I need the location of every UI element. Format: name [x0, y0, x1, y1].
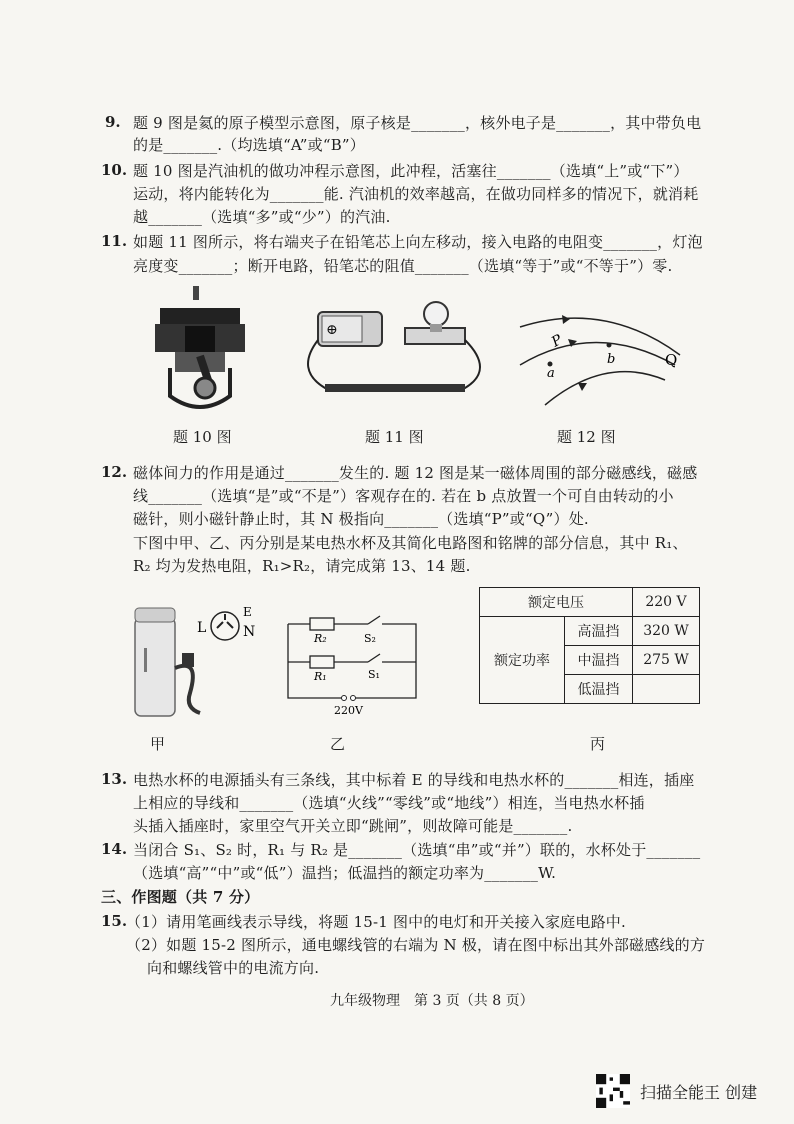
power-value	[633, 675, 700, 704]
s2-label: S₂	[364, 632, 376, 645]
q13-text-line1: 电热水杯的电源插头有三条线，其中标着 E 的导线和电热水杯的_______相连，插座	[133, 771, 695, 789]
q11-number: 11.	[101, 232, 128, 250]
field-lines-fig12	[515, 305, 690, 415]
kettle-photo	[130, 598, 205, 720]
fig10-caption: 题 10 图	[173, 428, 232, 446]
q12-text-line2: 线_______（选填“是”或“不是”）客观存在的. 若在 b 点放置一个可自由转动的小	[133, 487, 674, 505]
spec-table	[479, 587, 700, 704]
plug-n-label: N	[243, 624, 256, 640]
r1-label: R₁	[314, 670, 327, 683]
q10-text-line2: 运动，将内能转化为_______能. 汽油机的效率越高，在做功同样多的情况下，就消耗	[133, 185, 699, 203]
q10-text-line3: 越_______（选填“多”或“少”）的汽油.	[133, 208, 391, 226]
q12-text-line3: 磁针，则小磁针静止时，其 N 极指向_______（选填“P”或“Q”）处.	[133, 510, 589, 528]
q9-number: 9.	[105, 113, 121, 131]
q14-number: 14.	[101, 840, 128, 858]
scanner-watermark: 扫描全能王 创建	[640, 1083, 758, 1102]
q10-text-line1: 题 10 图是汽油机的做功冲程示意图，此冲程，活塞往_______（选填“上”或“下”）	[133, 162, 689, 180]
page-footer: 九年级物理 第 3 页（共 8 页）	[330, 993, 534, 1009]
q15-part2-line2: 向和螺线管中的电流方向.	[147, 959, 320, 977]
mode-label: 低温挡	[565, 675, 633, 704]
heater-circuit-diagram	[280, 610, 420, 720]
fig12-caption: 题 12 图	[557, 428, 616, 446]
point-b-label: b	[607, 352, 616, 367]
mode-label: 中温挡	[565, 646, 633, 675]
q15-part2-line1: （2）如题 15-2 图所示，通电螺线管的右端为 N 极，请在图中标出其外部磁感线的方	[126, 936, 706, 954]
q10-number: 10.	[101, 161, 128, 179]
q11-text-line2: 亮度变_______；断开电路，铅笔芯的阻值_______（选填“等于”或“不等于”）零.	[133, 257, 673, 275]
qr-code-icon	[596, 1074, 630, 1108]
power-value: 275 W	[633, 646, 700, 675]
fig11-caption: 题 11 图	[365, 428, 424, 446]
circuit-photo-fig11	[300, 300, 490, 410]
q12-number: 12.	[101, 463, 128, 481]
point-p-label: P	[549, 331, 566, 351]
q14-text-line1: 当闭合 S₁、S₂ 时，R₁ 与 R₂ 是_______（选填“串”或“并”）联的，水杯处于_______	[133, 841, 701, 859]
rated-voltage-label: 额定电压	[480, 588, 633, 617]
svg-text:⊕: ⊕	[326, 322, 338, 338]
s1-label: S₁	[368, 668, 380, 681]
engine-diagram	[155, 286, 245, 416]
q15-number: 15.	[101, 912, 128, 930]
intro-line1: 下图中甲、乙、丙分别是某电热水杯及其简化电路图和铭牌的部分信息，其中 R₁、	[133, 534, 688, 552]
q13-number: 13.	[101, 770, 128, 788]
mode-label: 高温挡	[565, 617, 633, 646]
q15-part1: （1）请用笔画线表示导线，将题 15-1 图中的电灯和开关接入家庭电路中.	[126, 913, 626, 931]
point-q-label: Q	[665, 351, 678, 369]
yi-caption: 乙	[330, 735, 346, 753]
q13-text-line2: 上相应的导线和_______（选填“火线”“零线”或“地线”）相连，当电热水杯插	[133, 794, 645, 812]
plug-e-label: E	[243, 605, 252, 619]
r2-label: R₂	[314, 632, 327, 645]
jia-caption: 甲	[150, 735, 166, 753]
rated-voltage-value: 220 V	[633, 588, 700, 617]
section-3-heading: 三、作图题（共 7 分）	[101, 888, 260, 906]
q9-text-line2: 的是_______.（均选填“A”或“B”）	[133, 136, 365, 154]
voltage-label: 220V	[334, 704, 363, 717]
q11-text-line1: 如题 11 图所示，将右端夹子在铅笔芯上向左移动，接入电路的电阻变_______，灯泡	[133, 233, 703, 251]
q14-text-line2: （选填“高”“中”或“低”）温挡；低温挡的额定功率为_______W.	[133, 864, 557, 882]
plug-symbol	[195, 600, 265, 650]
q13-text-line3: 头插入插座时，家里空气开关立即“跳闸”，则故障可能是_______.	[133, 817, 573, 835]
q12-text-line1: 磁体间力的作用是通过_______发生的. 题 12 图是某一磁体周围的部分磁感线，磁感	[133, 464, 698, 482]
plug-l-label: L	[197, 620, 207, 636]
q9-text-line1: 题 9 图是氦的原子模型示意图，原子核是_______，核外电子是_______，其中带负电	[133, 114, 702, 132]
bing-caption: 丙	[590, 735, 606, 753]
power-value: 320 W	[633, 617, 700, 646]
rated-power-label: 额定功率	[480, 617, 565, 704]
intro-line2: R₂ 均为发热电阻，R₁>R₂，请完成第 13、14 题.	[133, 557, 471, 575]
point-a-label: a	[547, 366, 555, 381]
